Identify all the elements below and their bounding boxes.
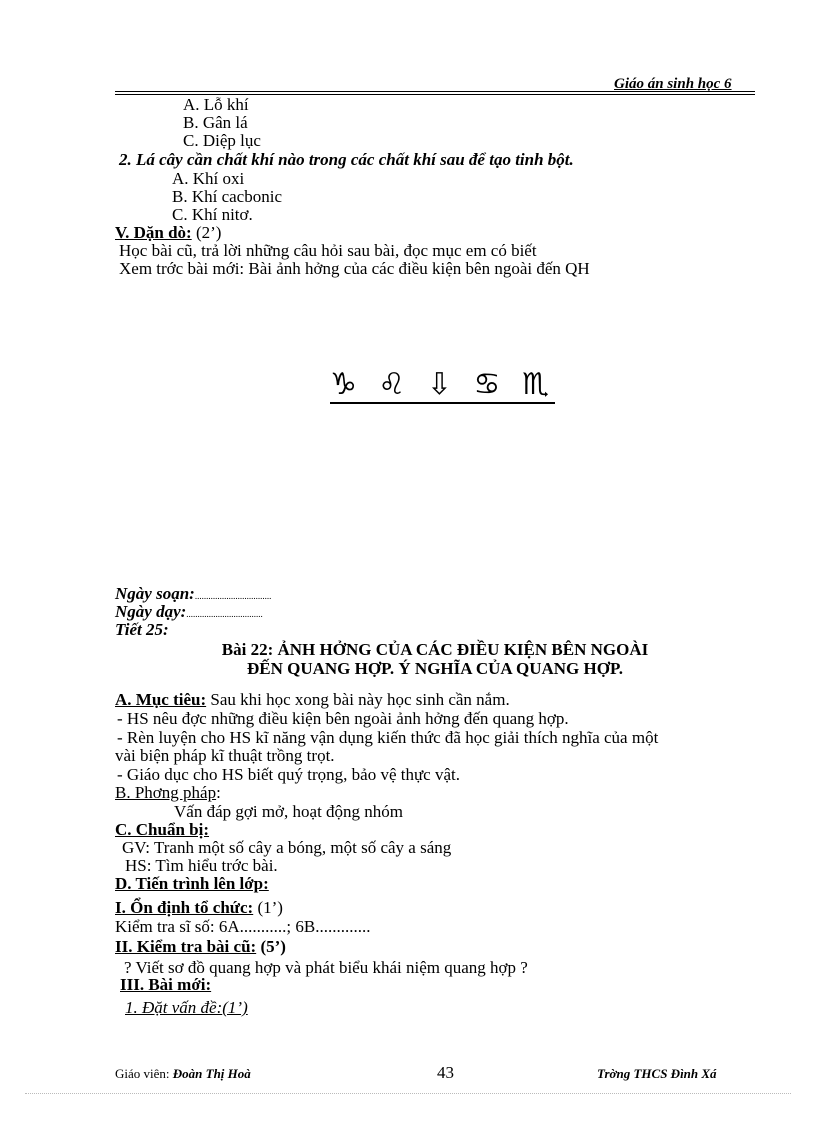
review-question: ? Viết sơ đồ quang hợp và phát biểu khái niệm quang hợp ? xyxy=(124,958,528,977)
objective-item-3: vài biện pháp kĩ thuật trồng trọt. xyxy=(115,746,335,765)
period-label: Tiết 25: xyxy=(115,620,169,639)
footer-separator xyxy=(25,1093,791,1094)
lesson-title-line-2: ĐẾN QUANG HỢP. Ý NGHĨA CỦA QUANG HỢP. xyxy=(246,659,624,678)
footer-teacher-name: Đoàn Thị Hoà xyxy=(169,1066,251,1081)
teach-date-dots: .................................. xyxy=(186,609,263,619)
footer-teacher-label: Giáo viên: xyxy=(115,1066,170,1081)
objectives-heading: A. Mục tiêu: xyxy=(115,690,207,709)
preparation-gv: GV: Tranh một số cây a bóng, một số cây a sáng xyxy=(122,838,452,857)
lesson-title-line-1: Bài 22: ẢNH HỞNG CỦA CÁC ĐIỀU KIỆN BÊN NGOÀI xyxy=(221,640,649,659)
header-rule xyxy=(115,91,755,92)
q1-option-a: A. Lỗ khí xyxy=(183,95,249,114)
q2-option-a: A. Khí oxi xyxy=(172,169,245,188)
footer-school: Trờng THCS Đình Xá xyxy=(597,1066,717,1081)
prep-date-dots: .................................. xyxy=(194,591,272,601)
objectives-heading-line xyxy=(115,690,510,709)
homework-line-1: Học bài cũ, trả lời những câu hỏi sau bài, đọc mục em có biết xyxy=(119,241,537,260)
objective-item-2: - Rèn luyện cho HS kĩ năng vận dụng kiến thức đã học giải thích nghĩa của một xyxy=(117,728,659,747)
homework-heading-line xyxy=(115,223,221,242)
homework-time: (2’) xyxy=(191,223,222,242)
review-time: (5’) xyxy=(256,937,286,956)
q1-option-c: C. Diệp lục xyxy=(183,131,261,150)
footer-teacher xyxy=(115,1064,251,1083)
org-time: (1’) xyxy=(253,898,283,917)
homework-heading: V. Dặn dò: xyxy=(115,223,192,242)
new-lesson-sub-line xyxy=(125,998,248,1017)
prep-date-label: Ngày soạn: xyxy=(115,584,195,603)
teach-date-label: Ngày dạy: xyxy=(115,602,187,621)
objective-item-4: - Giáo dục cho HS biết quý trọng, bảo vệ thực vật. xyxy=(117,765,460,784)
preparation-heading: C. Chuẩn bị: xyxy=(115,820,210,839)
method-text: Vấn đáp gợi mở, hoạt động nhóm xyxy=(174,802,404,821)
org-heading-line xyxy=(115,898,283,917)
org-heading: I. Ổn định tổ chức: xyxy=(115,898,254,917)
new-lesson-sub: 1. Đặt vấn đề: xyxy=(125,998,223,1017)
process-heading: D. Tiến trình lên lớp: xyxy=(115,874,269,893)
method-colon: : xyxy=(216,783,221,802)
q2-option-c: C. Khí nitơ. xyxy=(172,205,253,224)
new-lesson-sub-time: (1’) xyxy=(222,998,248,1017)
org-text: Kiểm tra sĩ số: 6A...........; 6B............. xyxy=(115,917,371,936)
homework-line-2: Xem trớc bài mới: Bài ảnh hởng của các điều kiện bên ngoài đến QH xyxy=(119,259,590,278)
method-heading-line xyxy=(115,783,221,802)
header-title: Giáo án sinh học 6 xyxy=(614,76,732,92)
review-heading-line xyxy=(115,937,286,956)
review-heading: II. Kiểm tra bài cũ: xyxy=(115,937,257,956)
new-lesson-heading: III. Bài mới: xyxy=(120,975,212,994)
zodiac-ornament: ♑ ♌ ⇩ ♋ ♏ xyxy=(330,367,555,402)
objectives-intro: Sau khi học xong bài này học sinh cần nắm. xyxy=(206,690,510,709)
q1-option-b: B. Gân lá xyxy=(183,113,248,132)
footer-page-number: 43 xyxy=(437,1063,454,1082)
q2-option-b: B. Khí cacbonic xyxy=(172,187,282,206)
question-2: 2. Lá cây cần chất khí nào trong các chất khí sau để tạo tinh bột. xyxy=(119,150,574,169)
preparation-hs: HS: Tìm hiểu trớc bài. xyxy=(125,856,278,875)
method-heading: B. Phơng pháp xyxy=(115,783,217,802)
objective-item-1: - HS nêu đợc những điều kiện bên ngoài ảnh hởng đến quang hợp. xyxy=(117,709,569,728)
